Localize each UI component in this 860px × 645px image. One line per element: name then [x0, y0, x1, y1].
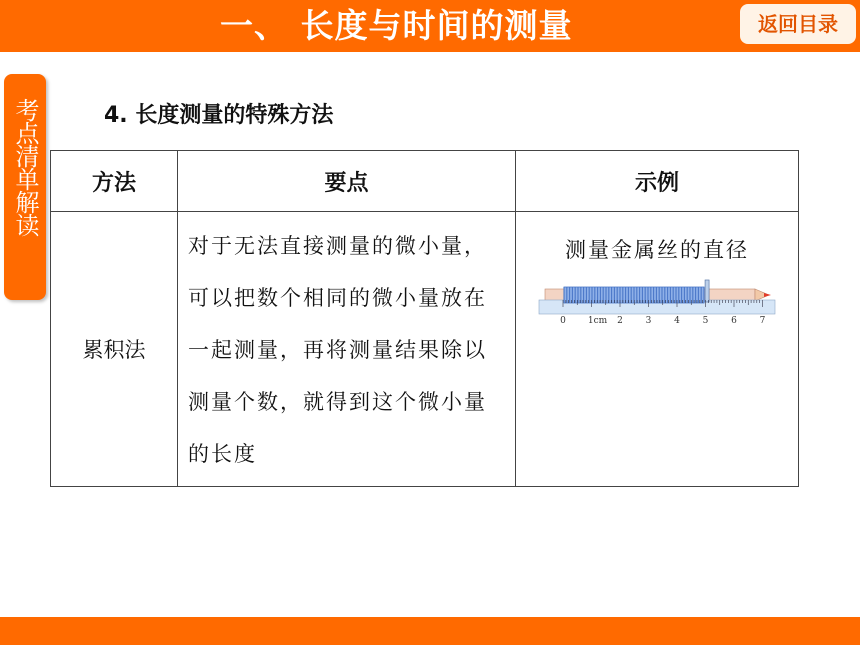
example-caption: 测量金属丝的直径: [565, 238, 749, 262]
table-header-row: [51, 151, 799, 212]
ruler-label: 2: [617, 316, 623, 326]
column-header-method: 方法: [51, 151, 178, 212]
ruler-label: 1cm: [587, 316, 608, 326]
side-tab[interactable]: [4, 74, 46, 300]
ruler-label: 3: [645, 316, 652, 326]
points-cell: 对于无法直接测量的微小量，可以把数个相同的微小量放在一起测量，再将测量结果除以测量个数，就得到这个微小量的长度: [178, 212, 516, 487]
ruler-label: 5: [702, 316, 709, 326]
side-tab-label: 考点清单解读: [11, 98, 39, 236]
table-row: [51, 212, 799, 487]
footer-bar: [0, 617, 860, 645]
ruler-label: 0: [560, 316, 566, 326]
back-to-contents-button[interactable]: 返回目录: [740, 4, 856, 44]
section-heading: 4. 长度测量的特殊方法: [104, 103, 334, 128]
method-cell: 累积法: [51, 212, 178, 487]
example-cell: [516, 212, 799, 487]
method-table: [50, 150, 799, 487]
header-bar: [0, 0, 860, 52]
marker-bar: [705, 280, 709, 302]
column-header-points: 要点: [178, 151, 516, 212]
wire-diameter-figure: [537, 278, 777, 336]
page-title: 一、 长度与时间的测量: [220, 6, 573, 45]
pencil-lead: [764, 293, 771, 297]
ruler-label: 7: [759, 316, 766, 326]
ruler-label: 4: [674, 316, 680, 326]
ruler-label: 6: [731, 316, 737, 326]
column-header-example: 示例: [516, 151, 799, 212]
